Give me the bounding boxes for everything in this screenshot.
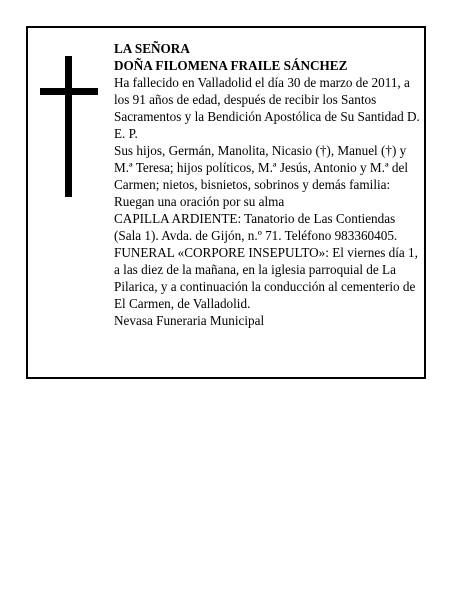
obituary-notice-box <box>26 26 426 379</box>
funeral-info: FUNERAL «CORPORE INSEPULTO»: El viernes día 1, a las diez de la mañana, en la iglesia parroquial de La Pilarica, y a continuación la conducción al cementerio de El Carmen, de Valladolid. <box>114 245 418 311</box>
death-announcement: Ha fallecido en Valladolid el día 30 de marzo de 2011, a los 91 años de edad, después de recibir los Santos Sacramentos y la Bendición Apostólica de Su Santidad D. E. P. <box>114 75 420 141</box>
obituary-text <box>114 40 422 329</box>
family-list: Sus hijos, Germán, Manolita, Nicasio (†), Manuel (†) y M.ª Teresa; hijos políticos, M.ª Jesús, Antonio y M.ª del Carmen; nietos, bisnietos, sobrinos y demás familia: <box>114 143 409 192</box>
deceased-name: DOÑA FILOMENA FRAILE SÁNCHEZ <box>114 58 348 73</box>
cross-icon <box>40 56 98 197</box>
funeral-home: Nevasa Funeraria Municipal <box>114 313 265 328</box>
cross-vertical-bar <box>65 56 72 197</box>
chapel-info: CAPILLA ARDIENTE: Tanatorio de Las Contiendas (Sala 1). Avda. de Gijón, n.º 71. Teléfono 983360405. <box>114 211 398 243</box>
prayer-request: Ruegan una oración por su alma <box>114 194 285 209</box>
heading-title: LA SEÑORA <box>114 41 190 56</box>
cross-horizontal-bar <box>40 88 98 95</box>
